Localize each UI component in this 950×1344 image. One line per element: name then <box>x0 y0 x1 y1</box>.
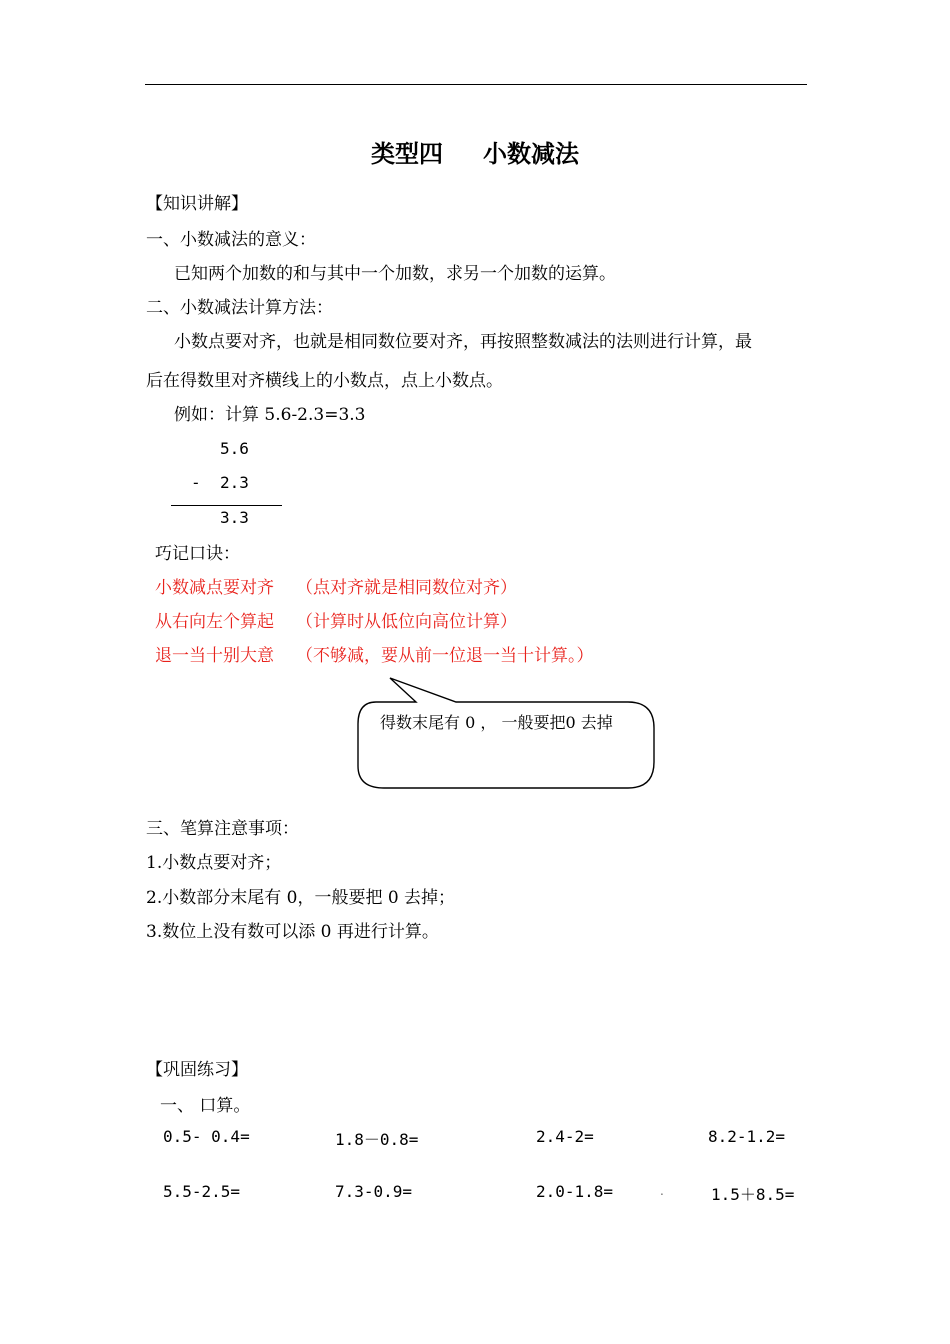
mnemonic-note: （点对齐就是相同数位对齐） <box>296 578 517 598</box>
exercise: 1.5＋8.5= <box>711 1185 795 1204</box>
note-item: 2.小数部分末尾有 0，一般要把 0 去掉； <box>146 888 456 908</box>
mnemonic-note: （不够减，要从前一位退一当十计算。） <box>296 646 594 666</box>
section3-heading: 三、笔算注意事项： <box>146 819 299 839</box>
section2-heading: 二、小数减法计算方法： <box>146 298 333 318</box>
section1-body: 已知两个加数的和与其中一个加数，求另一个加数的运算。 <box>174 264 616 284</box>
exercise: 1.8－0.8= <box>335 1130 419 1149</box>
header-rule <box>145 84 807 85</box>
vertical-operator: - <box>191 473 201 492</box>
note-item: 3.数位上没有数可以添 0 再进行计算。 <box>146 922 439 942</box>
mnemonic-heading: 巧记口诀： <box>155 544 240 564</box>
knowledge-header: 【知识讲解】 <box>146 194 248 214</box>
exercise: 2.0-1.8= <box>536 1182 614 1201</box>
exercise: 8.2-1.2= <box>708 1127 786 1146</box>
vertical-result: 3.3 <box>220 508 249 527</box>
section1-heading: 一、小数减法的意义： <box>146 230 316 250</box>
stray-mark: . <box>660 1184 664 1198</box>
mnemonic-rule: 小数减点要对齐 <box>155 578 274 598</box>
title-part-topic: 小数减法 <box>483 140 579 168</box>
vertical-subtrahend: 2.3 <box>220 473 249 492</box>
vertical-result-line <box>171 505 282 506</box>
mnemonic-rule: 退一当十别大意 <box>155 646 274 666</box>
page-title <box>0 134 950 169</box>
mnemonic-rule: 从右向左个算起 <box>155 612 274 632</box>
practice-header: 【巩固练习】 <box>146 1060 248 1080</box>
title-part-type: 类型四 <box>371 140 443 168</box>
exercise: 2.4-2= <box>536 1127 594 1146</box>
exercise: 5.5-2.5= <box>163 1182 241 1201</box>
mnemonic-note: （计算时从低位向高位计算） <box>296 612 517 632</box>
example-text: 例如：计算 5.6-2.3=3.3 <box>174 405 366 425</box>
exercise: 7.3-0.9= <box>335 1182 413 1201</box>
bubble-text: 得数末尾有 0 ， 一般要把0 去掉 <box>380 713 613 732</box>
section2-body-line1: 小数点要对齐，也就是相同数位要对齐，再按照整数减法的法则进行计算，最 <box>174 332 752 352</box>
practice-item-oral: 一、 口算。 <box>160 1096 251 1116</box>
vertical-minuend: 5.6 <box>220 439 249 458</box>
section2-body-line2: 后在得数里对齐横线上的小数点，点上小数点。 <box>146 371 503 391</box>
exercise: 0.5- 0.4= <box>163 1127 250 1146</box>
note-item: 1.小数点要对齐； <box>146 853 282 873</box>
